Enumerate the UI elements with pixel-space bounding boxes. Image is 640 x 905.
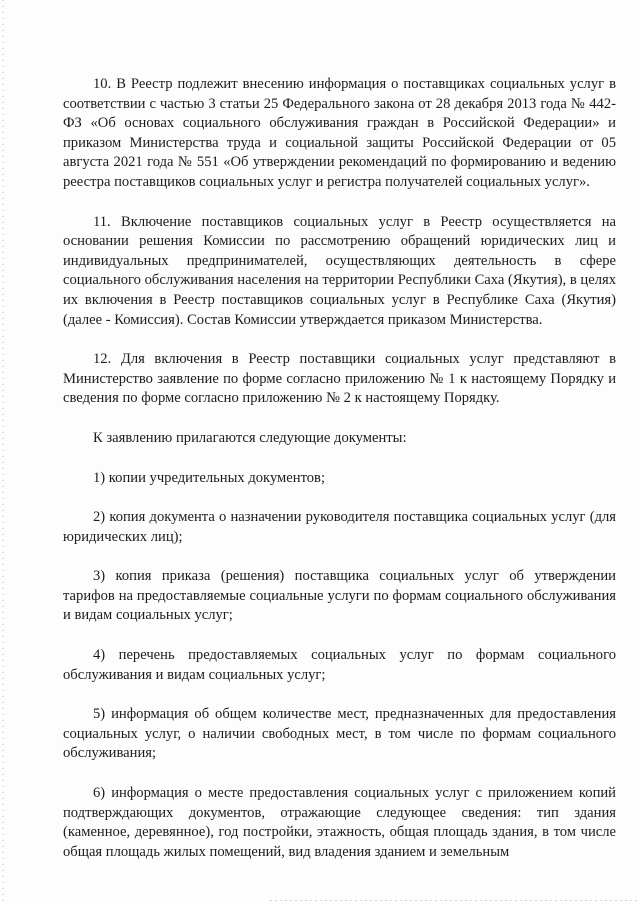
- documents-intro: К заявлению прилагаются следующие документы:: [93, 429, 407, 446]
- scan-edge-artifact: [2, 0, 4, 905]
- paragraph-10: 10. В Реестр подлежит внесению информация о поставщиках социальных услуг в соответствии с частью 3 статьи 25 Федерального закона от 28 декабря 2013 года № 442-ФЗ «Об основах социального обслуживания граждан в Российской Федерации» и приказом Министерства труда и социальной защиты Российской Федерации от 05 августа 2021 года № 551 «Об утверждении рекомендаций по формированию и ведению реестра поставщиков социальных услуг и регистра получателей социальных услуг».: [63, 76, 616, 190]
- paragraph-11: 11. Включение поставщиков социальных услуг в Реестр осуществляется на основании решения Комиссии по рассмотрению обращений юридических лиц и индивидуальных предпринимателей, осуществляющих деятельность в сфере социального обслуживания населения на территории Республики Саха (Якутия), в целях их включения в Реестр поставщиков социальных услуг в Республике Саха (Якутия) (далее - Комиссия). Состав Комиссии утверждается приказом Министерства.: [63, 213, 616, 328]
- list-item-4: 4) перечень предоставляемых социальных услуг по формам социального обслуживания и видам социальных услуг;: [63, 647, 616, 683]
- paragraph-12: 12. Для включения в Реестр поставщики социальных услуг представляют в Министерство заявление по форме согласно приложению № 1 к настоящему Порядку и сведения по форме согласно приложению № 2 к настоящему Порядку.: [63, 351, 616, 407]
- list-item-1: 1) копии учредительных документов;: [93, 469, 325, 486]
- list-item-3: 3) копия приказа (решения) поставщика социальных услуг об утверждении тарифов на предоставляемые социальные услуги по формам социального обслуживания и видам социальных услуг;: [63, 568, 616, 624]
- list-item-5: 5) информация об общем количестве мест, предназначенных для предоставления социальных услуг, о наличии свободных мест, в том числе по формам социального обслуживания;: [63, 706, 616, 762]
- list-item-6: 6) информация о месте предоставления социальных услуг с приложением копий подтверждающих документов, отражающие следующее сведения: тип здания (каменное, деревянное), год постройки, этажность, общая площадь здания, в том числе общая площадь жилых помещений, вид владения зданием и земельным: [63, 785, 616, 860]
- list-item-2: 2) копия документа о назначении руководителя поставщика социальных услуг (для юридических лиц);: [63, 509, 616, 545]
- scan-bottom-artifact: [270, 900, 640, 901]
- document-body: [63, 75, 616, 882]
